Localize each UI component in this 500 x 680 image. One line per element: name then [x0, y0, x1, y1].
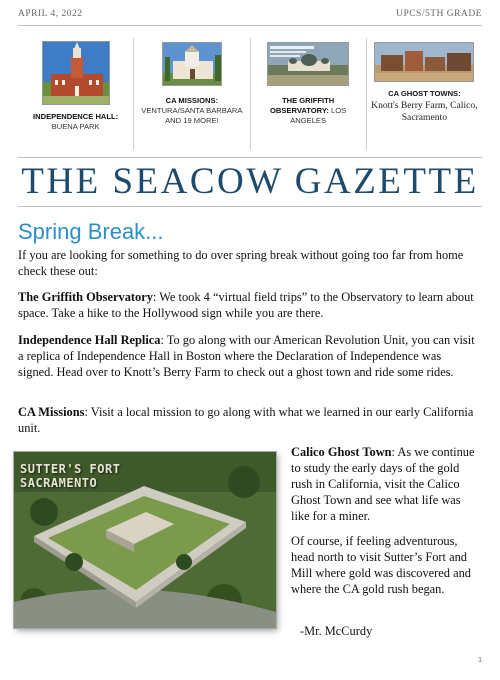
- paragraph-text: : We took 4 “virtual field trips” to the Observatory to learn about space. Take a hike to the Hollywood sign while you are there.: [18, 290, 474, 320]
- paragraph-text: : To go along with our American Revolution Unit, you can visit a replica of Independence Hall in Boston where the Declaration of Independence was signed. Head over to Knott’s Berry Farm to check out a ghost town and ride some rides.: [18, 333, 475, 379]
- photo-caption-line1: SUTTER'S FORT: [20, 462, 121, 476]
- feature-strip: [18, 38, 482, 150]
- photo-caption-line2: SACRAMENTO: [20, 476, 98, 490]
- feature-location: VENTURA/SANTA BARBARA AND 19 MORE!: [141, 106, 243, 125]
- sidebar-text: : As we continue to study the early days of the gold rush in California, visit the Calico Ghost Town and see what life was like for a miner.: [291, 445, 475, 523]
- section-title: Spring Break...: [18, 219, 164, 244]
- paragraph-lead: Independence Hall Replica: [18, 333, 161, 347]
- observatory-thumbnail: [267, 42, 349, 86]
- feature-title: CA GHOST TOWNS:: [388, 89, 461, 98]
- ghost-town-thumbnail: [374, 42, 474, 82]
- mission-thumbnail: [162, 42, 222, 86]
- photo-caption: [20, 462, 120, 490]
- paragraph-lead: CA Missions: [18, 405, 85, 419]
- class-grade: UPCS/5TH GRADE: [396, 9, 482, 19]
- feature-ca-missions[interactable]: [133, 38, 249, 150]
- feature-location: Knott's Berry Farm, Calico, Sacramento: [371, 100, 478, 123]
- article-paragraph: [18, 404, 478, 436]
- divider-top: [18, 25, 482, 26]
- sutters-fort-photo: [14, 452, 276, 628]
- sidebar-lead: Calico Ghost Town: [291, 445, 392, 459]
- feature-title: CA MISSIONS:: [165, 96, 219, 105]
- author-signature: -Mr. McCurdy: [300, 624, 373, 638]
- newspaper-title: THE SEACOW GAZETTE: [21, 161, 479, 202]
- sidebar-paragraph-2: Of course, if feeling adventurous, head north to visit Sutter’s Fort and Mill where gold was discovered and where the CA gold rush began.: [291, 534, 471, 596]
- feature-ca-ghost-towns[interactable]: [366, 38, 482, 150]
- header-bar: [18, 9, 482, 23]
- issue-date: APRIL 4, 2022: [18, 9, 83, 19]
- page-number: 1: [478, 657, 482, 664]
- feature-title: INDEPENDENCE HALL:: [33, 112, 119, 121]
- feature-location: BUENA PARK: [51, 122, 100, 131]
- intro-paragraph: If you are looking for something to do over spring break without going too far from home check these out:: [18, 248, 464, 278]
- article-paragraph: [18, 332, 478, 380]
- feature-griffith-observatory[interactable]: [250, 38, 366, 150]
- paragraph-text: : Visit a local mission to go along with what we learned in our early California unit.: [18, 405, 474, 435]
- sidebar-paragraph: [291, 444, 477, 524]
- article-paragraph: [18, 289, 478, 321]
- feature-independence-hall[interactable]: [18, 38, 133, 150]
- independence-hall-thumbnail: [42, 41, 110, 105]
- divider-masthead-top: [18, 157, 482, 158]
- paragraph-lead: The Griffith Observatory: [18, 290, 153, 304]
- divider-masthead-bottom: [18, 206, 482, 207]
- feature-title: THE GRIFFITH OBSERVATORY:: [269, 96, 335, 115]
- feature-location: LOS ANGELES: [290, 106, 347, 125]
